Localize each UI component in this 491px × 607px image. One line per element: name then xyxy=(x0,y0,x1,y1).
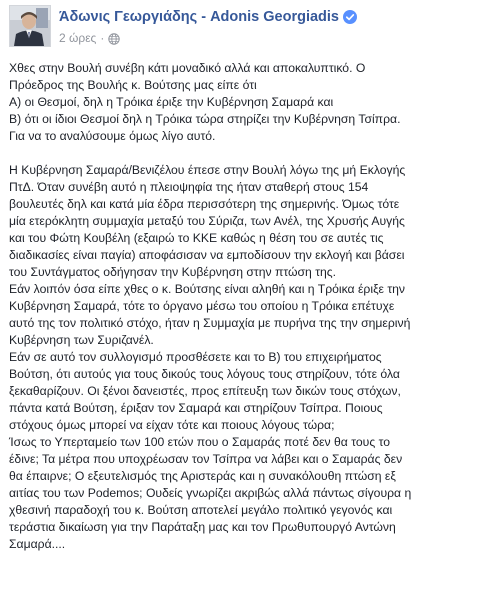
post-subinfo xyxy=(59,30,357,46)
post-text-line: Α) οι Θεσμοί, δηλ η Τρόικα έριξε την Κυβέρνηση Σαμαρά και xyxy=(9,95,334,109)
avatar-photo-icon xyxy=(10,6,50,46)
post-text-line: ξεκαθαρίζουν. Οι ξένοι δανειστές, προς επίτευξη των δικών τους στόχων, xyxy=(9,384,401,398)
author-row xyxy=(59,7,357,27)
author-name[interactable]: Άδωνις Γεωργιάδης - Adonis Georgiadis xyxy=(59,9,339,25)
post-paragraph xyxy=(9,60,487,145)
post-meta xyxy=(59,7,357,46)
post-text-line: πάντα κατά Βούτση, έριξαν τον Σαμαρά και στηρίζουν Τσίπρα. Ποιους xyxy=(9,401,383,415)
post-text-line: αιτίας του των Podemos; Ουδείς γνωρίζει ακριβώς αλλά πάντως σίγουρα η xyxy=(9,486,412,500)
post-text-line: Για να το αναλύσουμε όμως λίγο αυτό. xyxy=(9,129,216,143)
post-text-line: Πρόεδρος της Βουλής κ. Βούτσης μας είπε ότι xyxy=(9,78,257,92)
post-text-line: διαδικασίες είναι παγία) αποφάσισαν να εμποδίσουν την εκλογή και βάσει xyxy=(9,248,405,262)
post-text-line: στόχους όμως μπορεί να είχαν τότε και ποιους λόγους τώρα; xyxy=(9,418,335,432)
post-text-line: θα έπαιρνε; Ο εξευτελισμός της Αριστεράς και η συνακόλουθη πτώση εξ xyxy=(9,469,396,483)
post-text-line: Εάν λοιπόν όσα είπε χθες ο κ. Βούτσης είναι αληθή και η Τρόικα έριξε την xyxy=(9,282,406,296)
post-body xyxy=(9,60,487,553)
post-text-line: χθεσινή παραδοχή του κ. Βούτση αποτελεί μεγάλο πολιτικό γεγονός και xyxy=(9,503,393,517)
post-text-line: τεράστια δικαίωση για την Παράταξη μας και τον Πρωθυπουργό Αντώνη xyxy=(9,520,396,534)
globe-icon[interactable] xyxy=(108,32,120,44)
post-header xyxy=(9,5,357,53)
post-text-line: Βούτση, ότι αυτούς για τους δικούς τους λόγους τους στηρίζουν, τότε όλα xyxy=(9,367,400,381)
post-text-line: Σαμαρά.... xyxy=(9,537,66,551)
post-text-line: Ίσως το Υπερταμείο των 100 ετών που ο Σαμαράς ποτέ δεν θα τους το xyxy=(9,435,390,449)
post-text-line: του Συντάγματος οδήγησαν την Κυβέρνηση στην πτώση της. xyxy=(9,265,337,279)
post-text-line: Κυβέρνηση Σαμαρά, τότε το όργανο μέσω του οποίου η Τρόικα επέτυχε xyxy=(9,299,395,313)
post-text-line: έδινε; Τα μέτρα που υποχρέωσαν τον Τσίπρα να λάβει και ο Σαμαράς δεν xyxy=(9,452,403,466)
post-text-line: Εάν σε αυτό τον συλλογισμό προσθέσετε και το Β) του επιχειρήματος xyxy=(9,350,382,364)
separator-dot: · xyxy=(100,31,105,45)
post-text-line: αυτό της τον πολιτικό στόχο, ήταν η Συμμαχία με πυρήνα της την σημερινή xyxy=(9,316,411,330)
post-text-line: Χθες στην Βουλή συνέβη κάτι μοναδικό αλλά και αποκαλυπτικό. Ο xyxy=(9,61,366,75)
author-avatar[interactable] xyxy=(9,5,51,47)
post-text-line: βουλευτές δηλ και κατά μία έδρα περισσότερη της σημερινής. Όμως τότε xyxy=(9,197,400,211)
post-paragraph xyxy=(9,162,487,553)
post-text-line: Η Κυβέρνηση Σαμαρά/Βενιζέλου έπεσε στην Βουλή λόγω της μή Εκλογής xyxy=(9,163,406,177)
post-text-line: μία ετερόκλητη συμμαχία μεταξύ του Σύριζα, των Ανέλ, της Χρυσής Αυγής xyxy=(9,214,405,228)
post-text-line: ΠτΔ. Όταν συνέβη αυτό η πλειοψηφία της ήταν σταθερή στους 154 xyxy=(9,180,369,194)
post-text-line: Β) ότι οι ίδιοι Θεσμοί δηλ η Τρόικα τώρα στηρίζει την Κυβέρνηση Τσίπρα. xyxy=(9,112,401,126)
post-text-line: Κυβέρνηση των Συριζανέλ. xyxy=(9,333,154,347)
verified-badge-icon xyxy=(343,10,357,24)
post-timestamp[interactable]: 2 ώρες xyxy=(59,31,97,45)
post-text-line: και του Φώτη Κουβέλη (εξαιρώ το ΚΚΕ καθώς η θέση του σε αυτές τις xyxy=(9,231,384,245)
